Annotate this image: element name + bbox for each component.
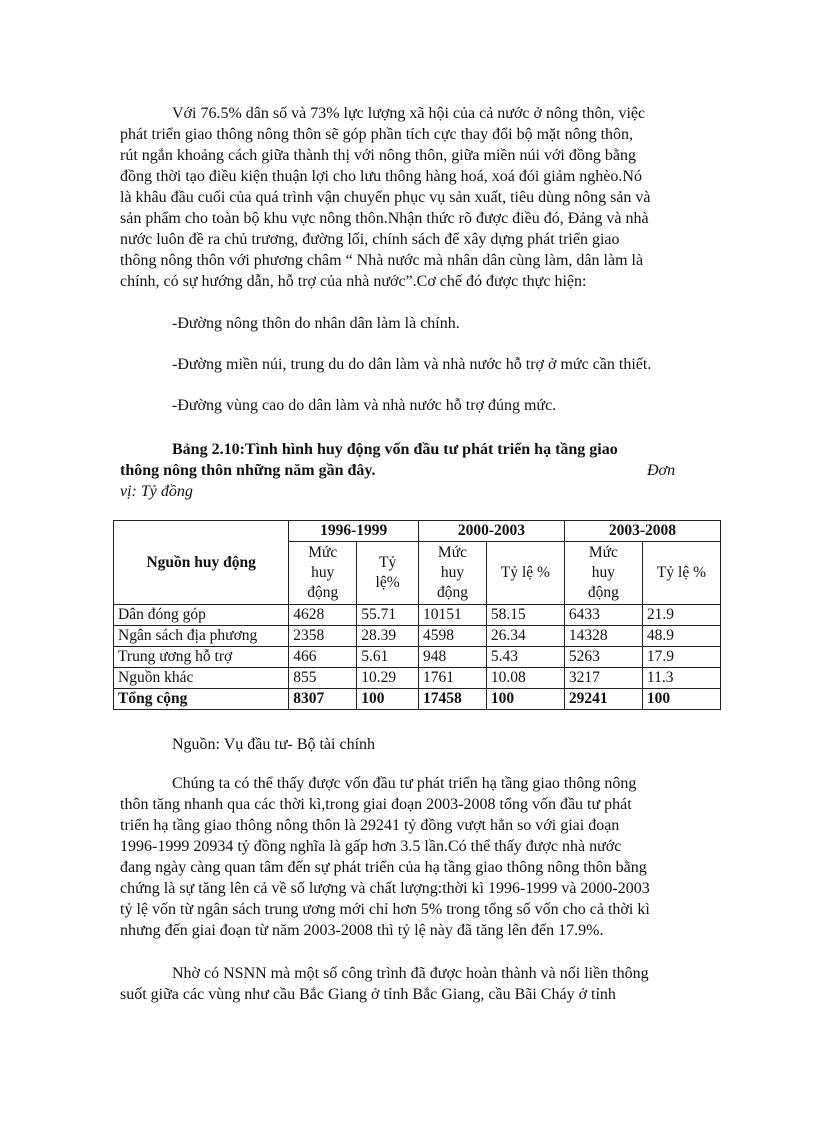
amount-subheader: Mức huy động (564, 542, 642, 605)
table-row (114, 647, 721, 668)
text-line: nhưng đến giai đoạn từ năm 2003-2008 thì tỷ lệ này đã tăng lên đến 17.9%. (120, 922, 604, 939)
bullet-item: -Đường miền núi, trung du do dân làm và nhà nước hỗ trợ ở mức cần thiết. (172, 356, 652, 373)
cell-value: 17458 (419, 689, 487, 710)
text-line: sản phẩm cho toàn bộ khu vực nông thôn.Nhận thức rõ được điều đó, Đảng và nhà (120, 210, 649, 227)
table-row (114, 668, 721, 689)
text-line: Nhờ có NSNN mà một số công trình đã được hoàn thành và nối liền thông (172, 965, 649, 982)
row-label: Dân đóng góp (114, 605, 289, 626)
text-line: đồng thời tạo điều kiện thuận lợi cho lưu thông hàng hoá, xoá đói giảm nghèo.Nó (120, 168, 642, 185)
cell-value: 11.3 (642, 668, 720, 689)
text-line: phát triển giao thông nông thôn sẽ góp phần tích cực thay đổi bộ mặt nông thôn, (120, 126, 634, 143)
cell-value: 3217 (564, 668, 642, 689)
text-line: suốt giữa các vùng như cầu Bắc Giang ở tỉnh Bắc Giang, cầu Bãi Cháy ở tỉnh (120, 986, 616, 1003)
cell-value: 48.9 (642, 626, 720, 647)
cell-value: 17.9 (642, 647, 720, 668)
cell-value: 2358 (289, 626, 357, 647)
cell-value: 10.29 (357, 668, 419, 689)
text-line: đang ngày càng quan tâm đến sự phát triển của hạ tầng giao thông nông thôn bằng (120, 859, 647, 876)
text-line: rút ngắn khoảng cách giữa thành thị với nông thôn, giữa miền núi với đồng bằng (120, 147, 636, 164)
text-line: tỷ lệ vốn từ ngân sách trung ương mới chỉ hơn 5% trong tổng số vốn cho cả thời kì (120, 901, 650, 918)
intro-paragraph (120, 103, 695, 292)
cell-value: 21.9 (642, 605, 720, 626)
text-line: Chúng ta có thể thấy được vốn đầu tư phát triển hạ tầng giao thông nông (172, 775, 637, 792)
text-line: là khâu đầu cuối của quá trình vận chuyển phục vụ sản xuất, tiêu dùng nông sản và (120, 189, 651, 206)
cell-value: 100 (357, 689, 419, 710)
cell-value: 948 (419, 647, 487, 668)
period-header: 2000-2003 (419, 521, 565, 542)
cell-value: 100 (642, 689, 720, 710)
text-line: Với 76.5% dân số và 73% lực lượng xã hội của cả nước ở nông thôn, việc (172, 105, 646, 122)
period-header: 2003-2008 (564, 521, 720, 542)
cell-value: 29241 (564, 689, 642, 710)
source-column-header: Nguồn huy động (114, 521, 289, 605)
text-line: nước luôn đề ra chủ trương, đường lối, chính sách để xây dựng phát triển giao (120, 231, 620, 248)
row-label: Nguồn khác (114, 668, 289, 689)
cell-value: 58.15 (486, 605, 564, 626)
cell-value: 1761 (419, 668, 487, 689)
table-header-row (114, 521, 721, 542)
cell-value: 8307 (289, 689, 357, 710)
text-line: thông nông thôn với phương châm “ Nhà nước mà nhân dân cùng làm, dân làm là (120, 252, 644, 269)
cell-value: 5263 (564, 647, 642, 668)
bullet-item: -Đường vùng cao do dân làm và nhà nước hỗ trợ đúng mức. (172, 397, 557, 414)
cell-value: 6433 (564, 605, 642, 626)
cell-value: 4628 (289, 605, 357, 626)
table-caption: Bảng 2.10:Tình hình huy động vốn đầu tư phát triển hạ tầng giao thông nông thôn những năm gần đây. Đơn vị: Tỷ đồng (120, 439, 680, 502)
cell-value: 5.43 (486, 647, 564, 668)
row-label: Tổng cộng (114, 689, 289, 710)
amount-subheader: Mức huy động (289, 542, 357, 605)
cell-value: 14328 (564, 626, 642, 647)
amount-subheader: Mức huy động (419, 542, 487, 605)
ratio-subheader: Tỷ lệ % (486, 542, 564, 605)
bullet-item: -Đường nông thôn do nhân dân làm là chính. (172, 315, 460, 332)
row-label: Ngân sách địa phương (114, 626, 289, 647)
row-label: Trung ương hỗ trợ (114, 647, 289, 668)
unit-label: Đơn (647, 462, 676, 479)
text-line: triển hạ tầng giao thông nông thôn là 29241 tỷ đồng vượt hẳn so với giai đoạn (120, 817, 620, 834)
analysis-paragraph (120, 773, 695, 941)
text-line: chứng là sự tăng lên cả về số lượng và chất lượng:thời kì 1996-1999 và 2000-2003 (120, 880, 650, 897)
ratio-subheader: Tỷ lệ% (357, 542, 419, 605)
source-note: Nguồn: Vụ đầu tư- Bộ tài chính (172, 736, 376, 753)
cell-value: 10.08 (486, 668, 564, 689)
cell-value: 466 (289, 647, 357, 668)
cell-value: 5.61 (357, 647, 419, 668)
unit-label: vị: Tỷ đồng (120, 483, 193, 500)
funding-table (113, 520, 721, 710)
cell-value: 26.34 (486, 626, 564, 647)
text-line: 1996-1999 20934 tỷ đồng nghĩa là gấp hơn 3.5 lần.Có thể thấy được nhà nước (120, 838, 622, 855)
cell-value: 28.39 (357, 626, 419, 647)
table-row (114, 626, 721, 647)
cell-value: 855 (289, 668, 357, 689)
cell-value: 55.71 (357, 605, 419, 626)
text-line: thôn tăng nhanh qua các thời kì,trong giai đoạn 2003-2008 tổng vốn đầu tư phát (120, 796, 632, 813)
cell-value: 4598 (419, 626, 487, 647)
table-row (114, 605, 721, 626)
cell-value: 10151 (419, 605, 487, 626)
closing-paragraph (120, 963, 695, 1005)
text-line: chính, có sự hướng dẫn, hỗ trợ của nhà nước”.Cơ chế đó được thực hiện: (120, 273, 587, 290)
ratio-subheader: Tỷ lệ % (642, 542, 720, 605)
period-header: 1996-1999 (289, 521, 419, 542)
table-total-row (114, 689, 721, 710)
cell-value: 100 (486, 689, 564, 710)
